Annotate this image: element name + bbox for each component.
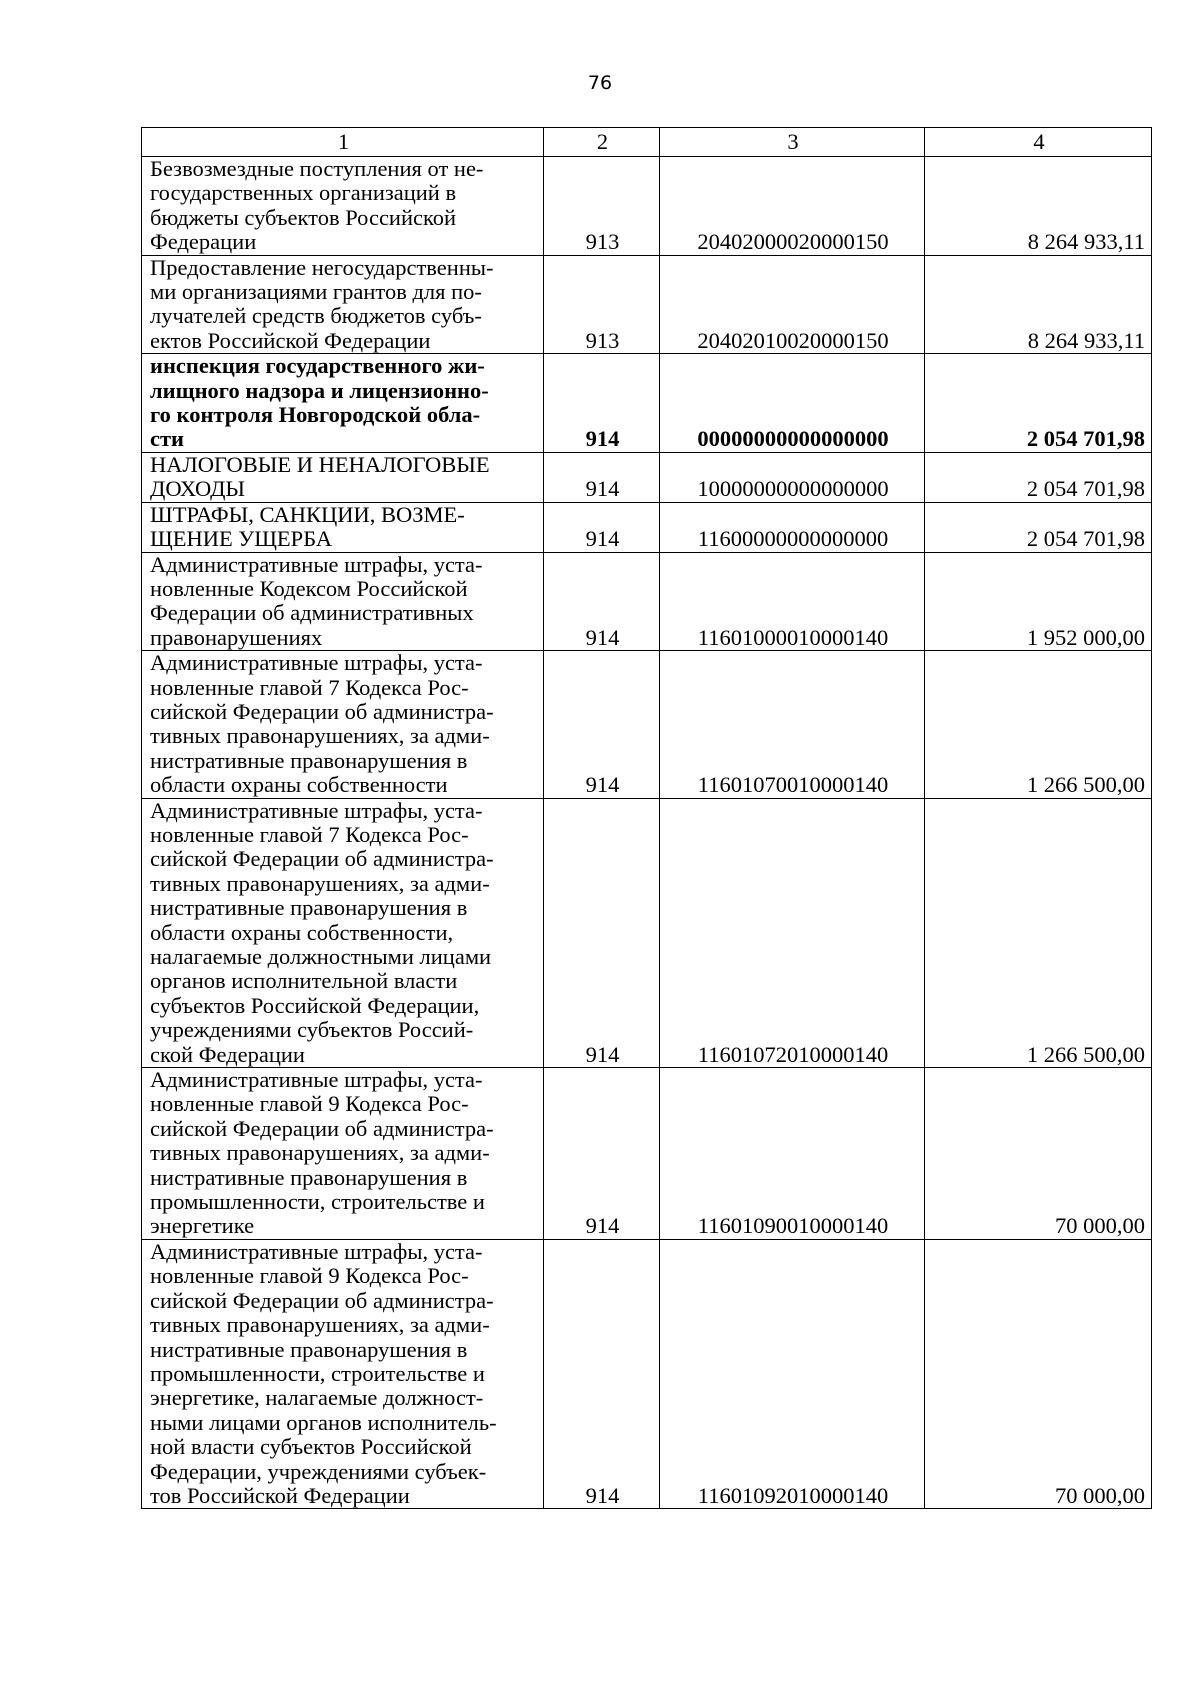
table-row — [142, 255, 1152, 354]
table-row — [142, 157, 1152, 256]
amount-cell: 1 266 500,00 — [925, 651, 1152, 798]
admin-code-cell: 914 — [544, 552, 660, 651]
budget-code-cell: 20402010020000150 — [660, 255, 925, 354]
column-header-3: 3 — [660, 128, 925, 157]
budget-code-cell: 00000000000000000 — [660, 354, 925, 453]
table-row — [142, 1068, 1152, 1240]
name-cell: Административные штрафы, уста- новленные Кодексом Российской Федерации об административных правонарушениях — [142, 552, 544, 651]
name-cell: ШТРАФЫ, САНКЦИИ, ВОЗМЕ- ЩЕНИЕ УЩЕРБА — [142, 502, 544, 552]
name-cell: Административные штрафы, уста- новленные главой 9 Кодекса Рос- сийской Федерации об администра- тивных правонарушениях, за адми- нистративные правонарушения в промышленности, строительстве и энергетике — [142, 1068, 544, 1240]
budget-code-cell: 11600000000000000 — [660, 502, 925, 552]
budget-code-cell: 20402000020000150 — [660, 157, 925, 256]
admin-code-cell: 914 — [544, 798, 660, 1067]
admin-code-cell: 914 — [544, 651, 660, 798]
admin-code-cell: 914 — [544, 452, 660, 502]
name-cell: НАЛОГОВЫЕ И НЕНАЛОГОВЫЕ ДОХОДЫ — [142, 452, 544, 502]
budget-code-cell: 11601070010000140 — [660, 651, 925, 798]
table-row — [142, 354, 1152, 453]
amount-cell: 70 000,00 — [925, 1239, 1152, 1508]
amount-cell: 2 054 701,98 — [925, 354, 1152, 453]
admin-code-cell: 914 — [544, 502, 660, 552]
name-cell: Предоставление негосударственны- ми организациями грантов для по- лучателей средств бюджетов субъ- ектов Российской Федерации — [142, 255, 544, 354]
admin-code-cell: 914 — [544, 354, 660, 453]
header-row — [142, 128, 1152, 157]
name-cell: инспекция государственного жи- лищного надзора и лицензионно- го контроля Новгородской обла- сти — [142, 354, 544, 453]
name-cell: Административные штрафы, уста- новленные главой 9 Кодекса Рос- сийской Федерации об администра- тивных правонарушениях, за адми- нистративные правонарушения в промышленности, строительстве и энергетике, налагаемые должност- ными лицами органов исполнитель- ной власти субъектов Российской Федерации, учреждениями субъек- тов Российской Федерации — [142, 1239, 544, 1508]
table-row — [142, 798, 1152, 1067]
budget-code-cell: 11601072010000140 — [660, 798, 925, 1067]
name-cell: Административные штрафы, уста- новленные главой 7 Кодекса Рос- сийской Федерации об администра- тивных правонарушениях, за адми- нистративные правонарушения в области охраны собственности, налагаемые должностными лицами органов исполнительной власти субъектов Российской Федерации, учреждениями субъектов Россий- ской Федерации — [142, 798, 544, 1067]
amount-cell: 8 264 933,11 — [925, 157, 1152, 256]
table-row — [142, 502, 1152, 552]
table-row — [142, 651, 1152, 798]
amount-cell: 8 264 933,11 — [925, 255, 1152, 354]
table-row — [142, 552, 1152, 651]
budget-code-cell: 11601092010000140 — [660, 1239, 925, 1508]
column-header-1: 1 — [142, 128, 544, 157]
name-cell: Безвозмездные поступления от не- государственных организаций в бюджеты субъектов Российской Федерации — [142, 157, 544, 256]
admin-code-cell: 913 — [544, 255, 660, 354]
amount-cell: 70 000,00 — [925, 1068, 1152, 1240]
table-row — [142, 452, 1152, 502]
budget-code-cell: 11601090010000140 — [660, 1068, 925, 1240]
admin-code-cell: 914 — [544, 1239, 660, 1508]
name-cell: Административные штрафы, уста- новленные главой 7 Кодекса Рос- сийской Федерации об администра- тивных правонарушениях, за адми- нистративные правонарушения в области охраны собственности — [142, 651, 544, 798]
amount-cell: 2 054 701,98 — [925, 502, 1152, 552]
amount-cell: 1 952 000,00 — [925, 552, 1152, 651]
amount-cell: 1 266 500,00 — [925, 798, 1152, 1067]
amount-cell: 2 054 701,98 — [925, 452, 1152, 502]
admin-code-cell: 913 — [544, 157, 660, 256]
admin-code-cell: 914 — [544, 1068, 660, 1240]
budget-code-cell: 11601000010000140 — [660, 552, 925, 651]
column-header-4: 4 — [925, 128, 1152, 157]
budget-code-cell: 10000000000000000 — [660, 452, 925, 502]
column-header-2: 2 — [544, 128, 660, 157]
revenue-table — [141, 127, 1152, 1509]
page-number: 76 — [587, 72, 613, 94]
table-row — [142, 1239, 1152, 1508]
table-body — [142, 157, 1152, 1509]
